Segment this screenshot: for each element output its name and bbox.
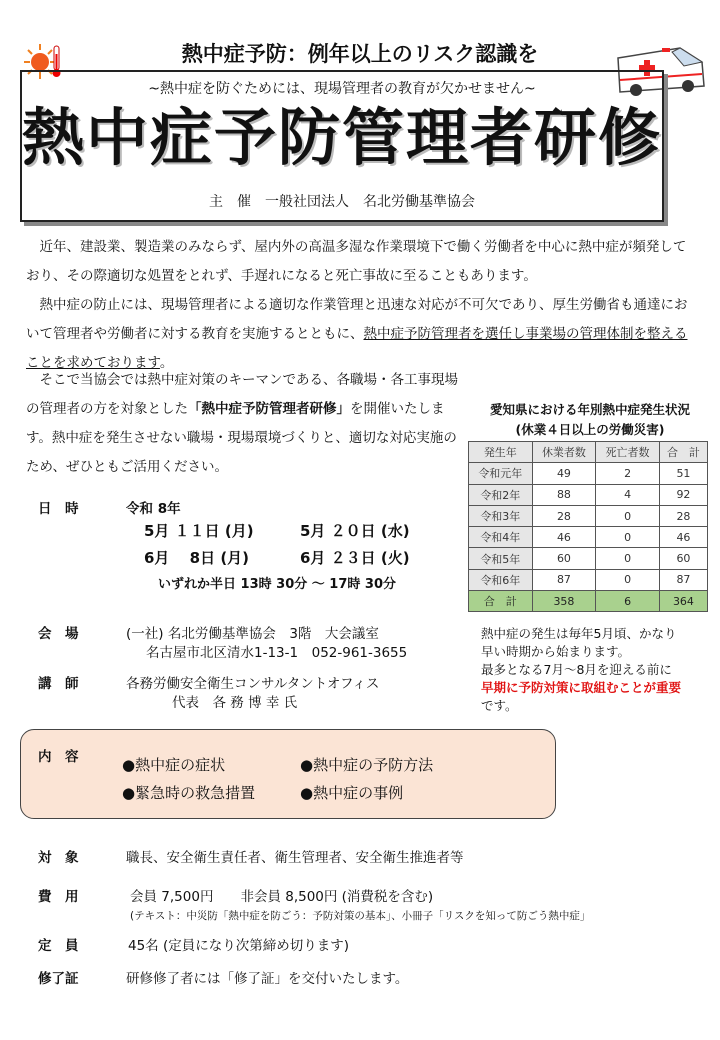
lecturer-label: 講 師 [38,676,79,692]
textbook-note: (テキスト：中災防「熱中症を防ごう：予防対策の基本」、小冊子「リスクを知って防ごう熱中症」 [130,910,591,922]
certificate-value: 研修修了者には「修了証」を交付いたします。 [126,971,409,987]
target-label: 対 象 [38,850,79,866]
cell-deaths: 0 [596,548,660,569]
capacity-value: 45名 (定員になり次第締め切ります) [128,938,350,954]
cell-absent: 60 [532,548,596,569]
venue-address: 名古屋市北区清水1-13-1 052-961-3655 [146,645,408,661]
venue-name: (一社) 名北労働基準協会 3階 大会議室 [126,626,379,642]
cell-year: 令和5年 [469,548,533,569]
cell-total: 28 [659,505,707,526]
table-row [469,484,708,505]
note-line: 最多となる7月～8月を迎える前に [481,662,672,677]
table-row [469,569,708,590]
intro-p3-end: を開催いたします。熱中症を発生させない職場・現場環境づくりと、適切な対応実施のため、ぜひともご活用ください。 [26,401,457,475]
col-absent: 休業者数 [532,442,596,463]
cell-absent: 46 [532,527,596,548]
fee-label: 費 用 [38,889,79,905]
heatstroke-stats-table [468,441,708,612]
cell-total: 87 [659,569,707,590]
venue-label: 会 場 [38,626,79,642]
cell-deaths: 0 [596,569,660,590]
cell-deaths: 0 [596,505,660,526]
target-value: 職長、安全衛生責任者、衛生管理者、安全衛生推進者等 [126,850,464,866]
cell-deaths: 2 [596,463,660,484]
date-1: 5月 １１日 (月) [144,522,254,540]
cell-year: 令和6年 [469,569,533,590]
intro-paragraph-3 [26,366,466,482]
note-warning: 早期に予防対策に取組むことが重要 [481,680,682,695]
table-caption [470,400,710,440]
intro-p3-text: そこで当協会では熱中症対策のキーマンである、各職場・各工事現場の管理者の方を対象とした [26,372,458,417]
lecturer-name: 代表 各 務 博 幸 氏 [172,695,298,711]
col-year: 発生年 [469,442,533,463]
note-line: です。 [481,698,518,713]
page-title: 熱中症予防管理者研修 [21,101,662,174]
cell-deaths: 0 [596,527,660,548]
table-total-row [469,591,708,612]
table-row [469,463,708,484]
content-item-3: ●緊急時の救急措置 [122,784,256,802]
intro-paragraph-2 [26,291,696,378]
capacity-label: 定 員 [38,938,79,954]
table-caption-title: 愛知県における年別熱中症発生状況 [489,402,690,417]
date-3: 6月 8日 (月) [144,549,250,567]
cell-absent: 49 [532,463,596,484]
intro-p2-end: 。 [159,355,174,371]
cell-total-deaths: 6 [596,591,660,612]
season-note [481,625,711,715]
date-4: 6月 ２３日 (火) [300,549,410,567]
cell-total-label: 合 計 [469,591,533,612]
table-row [469,505,708,526]
content-item-1: ●熱中症の症状 [122,756,226,774]
schedule-label: 日 時 [38,501,79,517]
certificate-label: 修了証 [38,971,79,987]
col-deaths: 死亡者数 [596,442,660,463]
cell-total: 51 [659,463,707,484]
date-2: 5月 ２０日 (水) [300,522,410,540]
intro-p2-underline: 熱中症予防管理者を選任し事業場の管理体制を整えることを求めております [26,326,688,371]
subtitle: ~熱中症を防ぐためには、現場管理者の教育が欠かせません~ [148,81,536,97]
cell-total: 60 [659,548,707,569]
content-item-4: ●熱中症の事例 [300,784,404,802]
cell-year: 令和4年 [469,527,533,548]
intro-text [26,233,696,378]
cell-absent: 88 [532,484,596,505]
intro-p3-seminar-name: 「熱中症予防管理者研修」 [188,401,350,417]
content-box [20,729,556,819]
content-label: 内 容 [38,749,79,765]
fee-value: 会員 7,500円 非会員 8,500円 (消費税を含む) [130,889,434,905]
session-time: いずれか半日 13時 30分 ～ 17時 30分 [158,577,396,592]
cell-total: 92 [659,484,707,505]
cell-year: 令和元年 [469,463,533,484]
table-row [469,548,708,569]
cell-year: 令和2年 [469,484,533,505]
table-header-row [469,442,708,463]
cell-total: 46 [659,527,707,548]
cell-total-absent: 358 [532,591,596,612]
col-total: 合 計 [659,442,707,463]
content-item-2: ●熱中症の予防方法 [300,756,434,774]
cell-total-sum: 364 [659,591,707,612]
organizer: 主 催 一般社団法人 名北労働基準協会 [209,194,475,210]
intro-paragraph-1: 近年、建設業、製造業のみならず、屋内外の高温多湿な作業環境下で働く労働者を中心に熱中症が頻発しており、その際適切な処置をとれず、手遅れになると死亡事故に至ることもあります。 [26,239,687,284]
table-caption-subtitle: (休業４日以上の労働災害) [515,422,665,437]
lecturer-org: 各務労働安全衛生コンサルタントオフィス [126,676,380,692]
note-line: 熱中症の発生は毎年5月頃、かなり [481,626,677,641]
cell-absent: 28 [532,505,596,526]
intro-p2-text: 熱中症の防止には、現場管理者による適切な作業管理と迅速な対応が不可欠であり、厚生労働省も通達において管理者や労働者に対する教育を実施するとともに、 [26,297,688,342]
cell-year: 令和3年 [469,505,533,526]
cell-absent: 87 [532,569,596,590]
headline: 熱中症予防：例年以上のリスク認識を [181,42,539,66]
cell-deaths: 4 [596,484,660,505]
note-line: 早い時期から始まります。 [481,644,631,659]
table-row [469,527,708,548]
schedule-year: 令和 8年 [126,501,181,517]
